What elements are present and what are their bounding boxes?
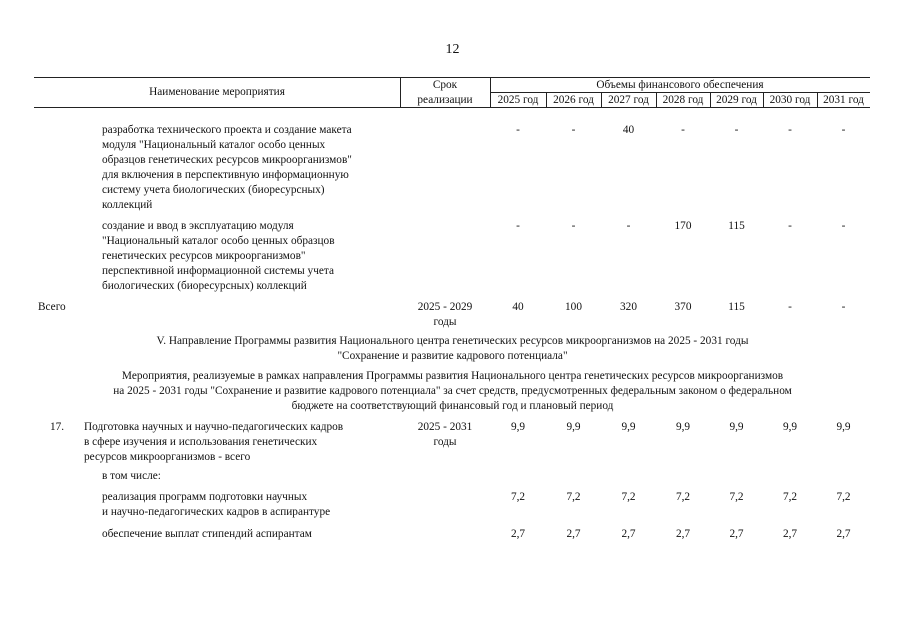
value-cell: 170 <box>674 220 692 232</box>
value-cell: 7,2 <box>729 491 744 503</box>
value-cell: 7,2 <box>782 491 798 503</box>
value-cell: 9,9 <box>729 421 744 433</box>
header-year: 2025 год <box>497 94 539 106</box>
value-cell: 7,2 <box>675 491 691 503</box>
total-label: Всего <box>38 301 66 313</box>
value-cell: - <box>571 124 576 136</box>
section-subtitle-line: бюджете на соответствующий финансовый год и плановый период <box>291 400 614 412</box>
header-term-line: реализации <box>417 94 473 106</box>
section-title-line: V. Направление Программы развития Национального центра генетических ресурсов микроорганизмов на 2025 - 2031 годы <box>156 335 749 347</box>
total-value-cell: 40 <box>512 301 524 313</box>
total-value-cell: 115 <box>728 301 745 313</box>
header-year: 2029 год <box>716 94 757 106</box>
value-cell: 7,2 <box>566 491 581 503</box>
value-cell: 115 <box>728 220 745 232</box>
total-value-cell: 370 <box>674 301 692 313</box>
row-description-line: образцов генетических ресурсов микроорганизмов" <box>102 154 352 166</box>
subrow-description-line: обеспечение выплат стипендий аспирантам <box>102 528 312 540</box>
value-cell: 9,9 <box>566 421 581 433</box>
value-cell: 2,7 <box>621 528 636 540</box>
subrow-description-line: и научно-педагогических кадров в аспирантуре <box>102 506 331 518</box>
value-cell: - <box>516 220 520 232</box>
value-cell: 2,7 <box>675 528 691 540</box>
value-cell: 7,2 <box>836 491 851 503</box>
item-term-line: 2025 - 2031 <box>417 421 473 433</box>
value-cell: 9,9 <box>621 421 636 433</box>
row-description-line: систему учета биологических (биоресурсных) <box>102 184 325 196</box>
value-cell: 40 <box>622 124 635 136</box>
item-description-line: Подготовка научных и научно-педагогических кадров <box>84 421 344 433</box>
including-label: в том числе: <box>102 470 161 482</box>
section-title-line: "Сохранение и развитие кадрового потенциала" <box>337 350 568 362</box>
section-subtitle-line: Мероприятия, реализуемые в рамках направления Программы развития Национального центра генетических ресурсов микроорганизмов <box>121 370 784 382</box>
value-cell: - <box>841 220 846 232</box>
header-year: 2027 год <box>608 94 649 106</box>
row-description-line: биологических (биоресурсных) коллекций <box>102 280 307 292</box>
row-description-line: для включения в перспективную информационную <box>102 169 349 181</box>
value-cell: 9,9 <box>675 421 691 433</box>
value-cell: - <box>516 124 520 136</box>
value-cell: - <box>734 124 739 136</box>
total-value-cell: 320 <box>620 301 637 313</box>
header-year: 2028 год <box>662 94 704 106</box>
value-cell: 9,9 <box>836 421 851 433</box>
header-year: 2030 год <box>769 94 811 106</box>
total-value-cell: - <box>788 301 792 313</box>
subrow-description <box>102 527 312 542</box>
header-year: 2031 год <box>823 94 864 106</box>
total-term-line: годы <box>433 316 457 328</box>
subrow-description-line: реализация программ подготовки научных <box>102 491 308 503</box>
value-cell: 9,9 <box>510 421 526 433</box>
header-funding-column: Объемы финансового обеспечения <box>596 79 764 91</box>
value-cell: 2,7 <box>510 528 526 540</box>
row-description-line: "Национальный каталог особо ценных образцов <box>102 235 335 247</box>
page-number: 12 <box>445 42 460 57</box>
subrow-description <box>102 490 330 520</box>
total-term-line: 2025 - 2029 <box>417 301 473 313</box>
row-description-line: коллекций <box>102 199 153 211</box>
value-cell: 7,2 <box>621 491 636 503</box>
row-description <box>102 123 352 213</box>
total-value-cell: - <box>841 301 846 313</box>
value-cell: 7,2 <box>510 491 526 503</box>
row-description-line: создание и ввод в эксплуатацию модуля <box>102 220 294 232</box>
item-number: 17. <box>50 421 65 433</box>
row-description <box>102 219 335 294</box>
value-cell: - <box>626 220 631 232</box>
item-description-line: в сфере изучения и использования генетических <box>84 436 318 448</box>
value-cell: - <box>788 124 792 136</box>
row-description-line: модуля "Национальный каталог особо ценных <box>102 139 326 151</box>
section-subtitle-line: на 2025 - 2031 годы "Сохранение и развитие кадрового потенциала" за счет средств, предусмотренных федеральным законом о федеральном <box>113 385 792 397</box>
header-name-column: Наименование мероприятия <box>149 86 285 98</box>
header-year: 2026 год <box>553 94 594 106</box>
value-cell: 2,7 <box>729 528 744 540</box>
item-description <box>84 420 343 465</box>
value-cell: - <box>681 124 685 136</box>
value-cell: - <box>841 124 846 136</box>
header-term-line: Срок <box>432 79 458 91</box>
value-cell: 2,7 <box>836 528 851 540</box>
row-description-line: разработка технического проекта и создание макета <box>102 124 352 136</box>
item-description-line: ресурсов микроорганизмов - всего <box>84 451 251 463</box>
total-value-cell: 100 <box>565 301 582 313</box>
value-cell: 2,7 <box>782 528 798 540</box>
value-cell: 9,9 <box>782 421 798 433</box>
item-term-line: годы <box>433 436 457 448</box>
value-cell: - <box>788 220 792 232</box>
row-description-line: перспективной информационной системы учета <box>102 265 334 277</box>
row-description-line: генетических ресурсов микроорганизмов" <box>102 250 306 262</box>
value-cell: 2,7 <box>566 528 581 540</box>
value-cell: - <box>571 220 576 232</box>
